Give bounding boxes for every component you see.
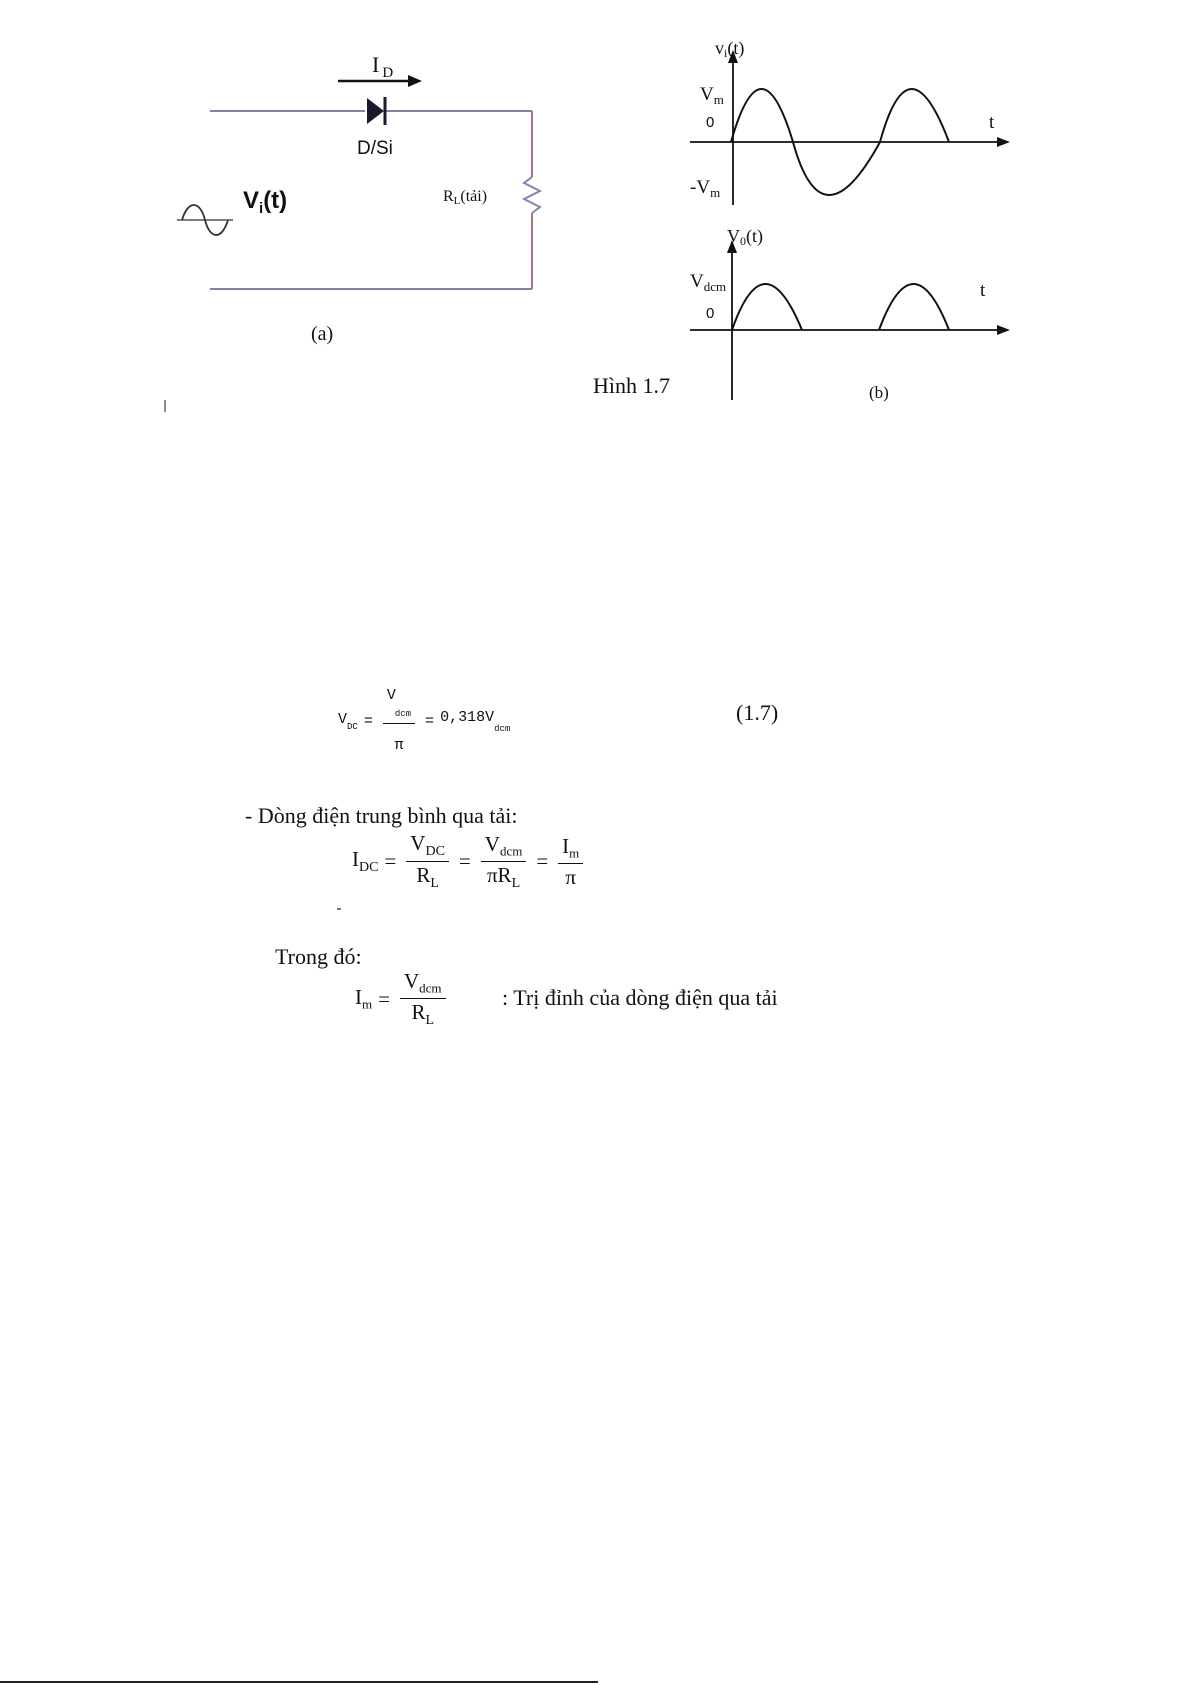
current-fraction-2: $\frac{V_{dcm}}{\pi R_L}$	[481, 833, 527, 891]
equation-number: (1.7)	[736, 700, 779, 725]
stray-dash	[337, 908, 341, 910]
circuit-diagram	[0, 0, 620, 420]
caption-b: (b)	[869, 383, 889, 402]
input-x-label: t	[989, 112, 995, 133]
diode-symbol	[367, 97, 385, 125]
source-label: $V_i(t)$	[243, 187, 288, 217]
input-peak-label: $V_m$	[700, 84, 724, 107]
load-label: $R_L(tải)$	[443, 188, 488, 207]
footnote-rule	[0, 1681, 598, 1683]
current-fraction-1: $\frac{V_{DC}}{R_L}$	[406, 832, 449, 892]
peak-current-equation: $I_m$ = $\frac{V_{dcm}}{R_L}$	[355, 970, 450, 1028]
input-y-label: $v_i(t)$	[715, 38, 745, 60]
output-y-label: $V_0(t)$	[727, 226, 763, 248]
input-x-arrowhead	[997, 137, 1010, 147]
ac-source-symbol	[177, 205, 233, 235]
input-neg-peak-label: $-V_m$	[690, 177, 721, 200]
output-x-label: t	[980, 280, 986, 301]
peak-current-note: : Trị đỉnh của dòng điện qua tải	[502, 985, 778, 1010]
eq17-lhs: $V_{DC}$	[338, 710, 358, 732]
output-x-arrowhead	[997, 325, 1010, 335]
current-equation: $I_{DC}$ = $\frac{V_{DC}}{R_L}$ = $\frac{V_{dcm}}{\pi R_L}$ = $\frac{I_m}{\pi}$	[352, 832, 587, 892]
output-half-wave-2	[879, 284, 949, 330]
eq17-rhs: $0,318V_{dcm}$	[440, 708, 511, 734]
eq17-fraction: V dcm π	[383, 688, 415, 755]
peak-current-fraction: $\frac{V_{dcm}}{R_L}$	[400, 970, 446, 1028]
output-peak-label: $V_{dcm}$	[690, 271, 727, 294]
current-arrowhead	[408, 75, 422, 87]
where-heading: Trong đó:	[275, 944, 362, 969]
input-zero-label: 0	[706, 114, 715, 131]
resistor-symbol	[524, 177, 540, 213]
diode-label: D/Si	[357, 138, 393, 159]
output-half-wave-1	[732, 284, 802, 330]
current-fraction-3: $\frac{I_m}{\pi}$	[558, 835, 583, 889]
current-label: I $_D$	[372, 52, 394, 81]
equation-1-7: $V_{DC}$ = V dcm π = $0,318V_{dcm}$	[338, 687, 511, 754]
current-heading: - Dòng điện trung bình qua tải:	[245, 803, 518, 828]
waveform-graphs	[640, 0, 1020, 410]
caption-a: (a)	[311, 323, 334, 345]
output-zero-label: 0	[706, 305, 715, 322]
figure-caption: Hình 1.7	[593, 373, 670, 398]
